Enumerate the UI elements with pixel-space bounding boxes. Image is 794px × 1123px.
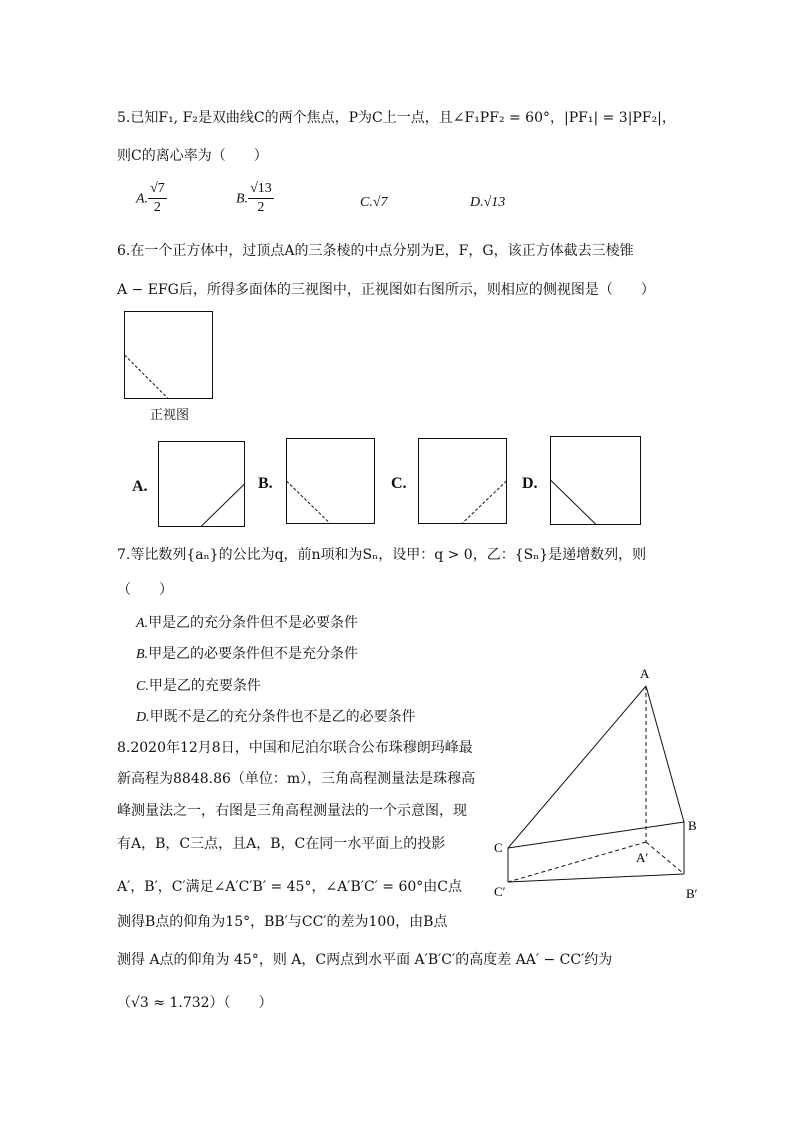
q5-option-a[interactable] [136, 180, 167, 217]
q5-option-c-label: C. [360, 195, 373, 210]
front-view-hidden-edge [125, 355, 169, 399]
q7-option-a-label: A. [136, 616, 149, 631]
q7-option-c[interactable] [136, 676, 261, 697]
front-view-square [125, 312, 213, 399]
q8-stem-line3: 峰测量法之一，右图是三角高程测量法的一个示意图，现 [117, 803, 467, 819]
q8-triangulation-figure [490, 660, 710, 910]
q8-stem-line7: 测得 A点的仰角为 45°，则 A，C两点到水平面 A′B′C′的高度差 AA′ − CC′约为 [117, 952, 613, 968]
q8-stem-line1: 8.2020年12月8日，中国和尼泊尔联合公布珠穆朗玛峰最 [117, 740, 473, 756]
label-A-prime: A′ [636, 850, 649, 865]
choice-c-square [419, 439, 507, 524]
q7-option-d-label: D. [136, 710, 150, 725]
q8-stem-line6: 测得B点的仰角为15°，BB′与CC′的差为100，由B点 [117, 914, 448, 930]
q8-stem-line2: 新高程为8848.86（单位：m），三角高程测量法是珠穆高 [117, 771, 476, 787]
q5-option-b[interactable] [236, 180, 274, 217]
q5-option-a-label: A. [136, 191, 149, 207]
q6-choice-c-figure[interactable] [418, 438, 508, 526]
q7-option-a[interactable] [136, 613, 358, 634]
edge-A1-C1 [508, 842, 649, 882]
label-B-prime: B′ [686, 886, 698, 901]
q7-option-c-label: C. [136, 679, 149, 694]
edge-A-B [646, 686, 684, 822]
q8-stem-line5: A′，B′，C′满足∠A′C′B′ = 45°，∠A′B′C′ = 60°由C点 [117, 879, 463, 895]
q7-option-c-text: 甲是乙的充要条件 [148, 678, 261, 694]
q5-option-c[interactable] [360, 192, 388, 213]
q7-option-b-text: 甲是乙的必要条件但不是充分条件 [148, 646, 359, 662]
choice-d-square [551, 437, 641, 525]
q5-stem-line1: 5.已知F₁, F₂是双曲线C的两个焦点，P为C上一点，且∠F₁PF₂ = 60°，|PF₁| = 3|PF₂|， [117, 110, 676, 126]
edge-C-B [508, 822, 684, 848]
q5-stem-line2: 则C的离心率为（ ） [117, 148, 268, 164]
label-A: A [640, 666, 650, 681]
choice-d-edge [551, 480, 597, 525]
q8-stem-line4: 有A，B，C三点，且A，B，C在同一水平面上的投影 [117, 836, 446, 852]
choice-a-square [159, 442, 245, 527]
q6-choice-d-figure[interactable] [550, 436, 642, 526]
edge-C1-B1 [508, 874, 684, 882]
label-B: B [688, 818, 697, 833]
q6-front-view-caption: 正视图 [150, 408, 190, 423]
q7-option-d[interactable] [136, 707, 416, 728]
label-C-prime: C′ [494, 884, 506, 899]
label-C: C [494, 840, 503, 855]
choice-b-hidden-edge [287, 481, 331, 524]
q6-front-view-figure [124, 311, 214, 401]
q5-option-a-fraction [148, 180, 167, 217]
q5-option-b-label: B. [236, 191, 249, 207]
q8-stem-line8: （√3 ≈ 1.732）（ ） [117, 995, 273, 1011]
choice-a-edge [201, 484, 245, 527]
q6-choice-c-label: C. [391, 475, 407, 492]
q6-stem-line1: 6.在一个正方体中，过顶点A的三条棱的中点分别为E，F，G，该正方体截去三棱锥 [117, 243, 634, 259]
q5-option-a-numerator: √7 [148, 180, 167, 199]
q6-choice-d-label: D. [522, 475, 538, 492]
choice-b-square [287, 439, 375, 524]
q5-option-b-denominator: 2 [257, 200, 265, 215]
q6-stem-line2: A − EFG后，所得多面体的三视图中，正视图如右图所示，则相应的侧视图是（ ） [117, 282, 655, 298]
q7-option-b[interactable] [136, 644, 358, 665]
q5-option-d[interactable] [470, 192, 505, 213]
q5-option-b-fraction [248, 180, 274, 217]
edge-A-C [508, 686, 646, 848]
q5-option-b-numerator: √13 [248, 180, 274, 199]
edge-A1-B1 [646, 842, 684, 874]
q7-option-b-label: B. [136, 647, 149, 662]
q5-option-c-value: √7 [372, 195, 388, 210]
q6-choice-a-figure[interactable] [158, 441, 246, 529]
q7-stem-line2: （ ） [117, 582, 173, 598]
q6-choice-b-label: B. [258, 475, 273, 492]
q7-option-d-text: 甲既不是乙的充分条件也不是乙的必要条件 [149, 709, 416, 725]
q6-choice-a-label: A. [132, 478, 148, 495]
q5-option-d-value: √13 [483, 195, 506, 210]
q5-option-a-denominator: 2 [153, 200, 161, 215]
choice-c-hidden-edge [462, 481, 507, 524]
q7-stem-line1: 7.等比数列{aₙ}的公比为q，前n项和为Sₙ，设甲：q > 0，乙：{Sₙ}是递增数列，则 [117, 547, 647, 563]
q6-choice-b-figure[interactable] [286, 438, 376, 526]
q5-option-d-label: D. [470, 195, 484, 210]
q7-option-a-text: 甲是乙的充分条件但不是必要条件 [148, 615, 359, 631]
